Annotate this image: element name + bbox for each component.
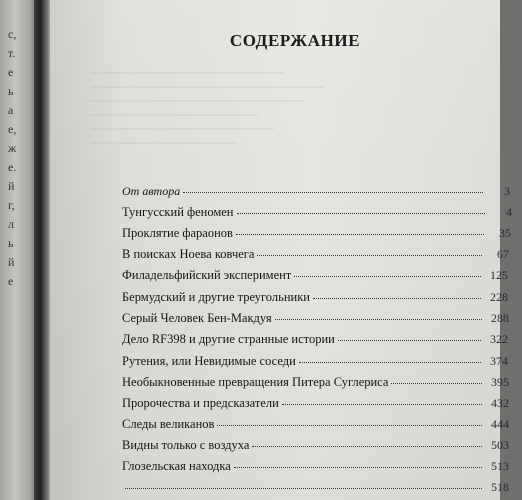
toc-dot-leader [338, 340, 481, 341]
toc-title: Глозельская находка [122, 459, 231, 473]
toc-title: Дело RF398 и другие странные истории [122, 332, 335, 346]
toc-dot-leader [252, 446, 482, 447]
toc-title: Серый Человек Бен-Макдуя [122, 311, 272, 325]
toc-dot-leader [282, 404, 482, 405]
left-page-fragment: г, [8, 198, 15, 212]
toc-entry [122, 480, 509, 499]
toc-dot-leader [275, 319, 482, 320]
toc-entry [122, 375, 509, 394]
show-through-text [90, 60, 345, 165]
toc-page-number: 288 [491, 311, 509, 325]
toc-entry [122, 417, 509, 436]
toc-entry [122, 354, 508, 373]
toc-dot-leader [257, 255, 482, 256]
toc-entry [122, 396, 509, 415]
toc-title: От автора [122, 184, 181, 198]
page-title: СОДЕРЖАНИЕ [229, 31, 361, 50]
toc-page-number: 395 [491, 375, 509, 389]
toc-page-number: 432 [491, 396, 509, 410]
toc-entry [122, 226, 511, 245]
toc-dot-leader [294, 276, 481, 277]
left-page-fragment: е, [8, 122, 17, 136]
toc-entry [122, 290, 508, 309]
toc-title: Бермудский и другие треугольники [122, 290, 310, 304]
left-page-fragment: ь [8, 84, 14, 98]
toc-page-number: 35 [499, 226, 511, 240]
toc-entry [122, 247, 509, 266]
toc-page-number: 67 [497, 247, 509, 261]
toc-dot-leader [237, 213, 486, 214]
toc-entry [122, 184, 510, 203]
toc-dot-leader [125, 488, 482, 489]
toc-title: Филадельфийский эксперимент [122, 268, 292, 282]
toc-dot-leader [236, 234, 484, 235]
toc-entry [122, 438, 509, 457]
toc-title: Необыкновенные превращения Питера Суглериса [122, 375, 389, 389]
toc-page-number: 518 [491, 480, 509, 494]
toc-dot-leader [299, 362, 481, 363]
toc-page-number: 4 [506, 205, 512, 219]
contents-page [50, 0, 512, 500]
toc-page-number: 125 [490, 268, 508, 282]
toc-title: В поисках Ноева ковчега [122, 247, 255, 261]
toc-page-number: 444 [491, 417, 509, 431]
toc-page-number: 374 [490, 354, 508, 368]
toc-title: Видны только с воздуха [122, 438, 250, 452]
left-page-fragment: ь [8, 236, 14, 250]
toc-page-number: 322 [490, 332, 508, 346]
toc-title: Тунгусский феномен [122, 205, 234, 219]
toc-title: Проклятие фараонов [122, 226, 233, 240]
toc-title: Пророчества и предсказатели [122, 396, 279, 410]
toc-title: Рутения, или Невидимые соседи [122, 354, 296, 368]
toc-page-number: 228 [490, 290, 508, 304]
left-page-fragment: т. [8, 46, 16, 60]
toc-entry [122, 311, 509, 330]
toc-dot-leader [183, 192, 483, 193]
left-page-fragment: е. [8, 160, 17, 174]
left-page-fragment: ж [8, 141, 17, 155]
toc-entry [122, 459, 509, 478]
left-page-edge [0, 0, 38, 500]
toc-page-number: 503 [491, 438, 509, 452]
toc-entry [122, 332, 508, 351]
left-page-fragment: л [8, 217, 14, 231]
toc-dot-leader [234, 467, 482, 468]
left-page-fragment: а [8, 103, 14, 117]
left-page-fragment: й [8, 179, 15, 193]
left-page-fragment: е [8, 65, 14, 79]
toc-dot-leader [217, 425, 482, 426]
left-page-fragment: й [8, 255, 15, 269]
toc-title: Следы великанов [122, 417, 215, 431]
toc-entry [122, 268, 508, 287]
left-page-fragment: е [8, 274, 14, 288]
toc-dot-leader [313, 298, 481, 299]
toc-page-number: 3 [504, 184, 510, 198]
toc-entry [122, 205, 512, 224]
toc-page-number: 513 [491, 459, 509, 473]
toc-dot-leader [391, 383, 482, 384]
left-page-fragment: с, [8, 27, 17, 41]
